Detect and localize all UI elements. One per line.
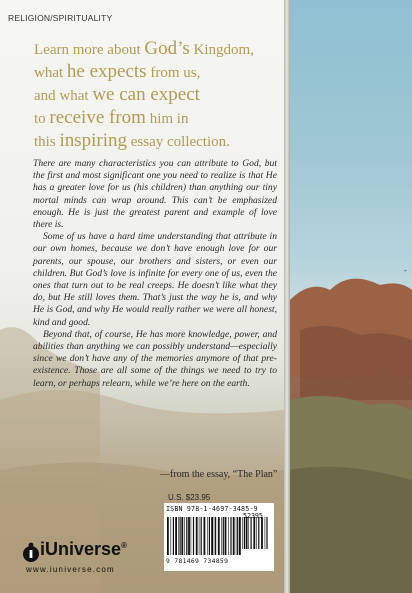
publisher-name: iUniverse®: [40, 539, 127, 559]
headline-segment: God’s: [144, 38, 190, 59]
barcode-bar: [233, 517, 235, 555]
barcode-bar: [237, 517, 238, 555]
barcode-bar: [248, 517, 249, 549]
headline-segment: to: [34, 111, 50, 127]
promo-headline: [34, 38, 284, 153]
barcode-bar: [230, 517, 231, 555]
barcode-bar: [239, 517, 241, 555]
barcode-bar: [242, 517, 243, 549]
barcode-bar: [188, 517, 190, 555]
barcode-bar: [181, 517, 183, 555]
barcode-bar: [251, 517, 252, 549]
barcode-bar: [201, 517, 202, 555]
headline-line: [34, 61, 284, 84]
barcode-bar: [236, 517, 237, 555]
barcode-bar: [167, 517, 169, 555]
barcode-bar: [175, 517, 177, 555]
isbn-number: ISBN 978-1-4697-3485-9: [166, 505, 258, 513]
barcode-bar: [178, 517, 179, 555]
excerpt-paragraph: Some of us have a hard time understanding that attribute in our own homes, because we don’t have enough love for our parents, our spouse, our brothers and sisters, or even our children. But God’s love is infinite for every one of us, even the ones that turn out to be real creeps. He doesn’t like what they do, but He still loves them. That’s just the way he is, and why He is God, and why He would really rather we were all honest, kind and good.: [33, 231, 277, 328]
barcode-bar: [258, 517, 259, 549]
edge-mark: -: [404, 266, 407, 275]
barcode-bar: [173, 517, 174, 555]
barcode-bar: [253, 517, 255, 549]
headline-line: [34, 38, 284, 61]
barcode-bar: [191, 517, 192, 555]
headline-segment: and what: [34, 88, 93, 104]
barcode-bar: [221, 517, 222, 555]
category-label: RELIGION/SPIRITUALITY: [8, 13, 113, 23]
barcode-bar: [184, 517, 185, 555]
barcode-bar: [256, 517, 257, 549]
barcode-bar: [171, 517, 172, 555]
headline-segment: from us,: [146, 65, 201, 81]
barcode-bar: [218, 517, 220, 555]
barcode-bar: [228, 517, 229, 555]
barcode-bar: [214, 517, 215, 555]
headline-segment: receive from: [49, 107, 146, 128]
barcode-bar: [261, 517, 263, 549]
excerpt-paragraph: Beyond that, of course, He has more knowledge, power, and abilities than anything we can possibly understand—especially since we don’t have any of the memories anymore of that pre-existence. Those are all some of the things we need to try to learn, or perhaps relearn, while we’re here on the earth.: [33, 328, 277, 389]
iuniverse-logo-icon: [22, 541, 40, 563]
barcode-bar: [196, 517, 198, 555]
barcode-bar: [266, 517, 267, 549]
front-cover-strip: [290, 0, 412, 593]
barcode-bar: [225, 517, 227, 555]
headline-segment: Learn more about: [34, 42, 145, 58]
barcode-bar: [209, 517, 210, 555]
barcode-bar: [204, 517, 206, 555]
barcode-digits: 9 781469 734859: [166, 557, 229, 565]
barcode-bar: [246, 517, 248, 549]
barcode-bar: [186, 517, 187, 555]
excerpt-text: [33, 158, 277, 390]
barcode-bar: [199, 517, 200, 555]
barcode-bar: [244, 517, 245, 549]
headline-segment: what: [34, 65, 67, 81]
headline-segment: essay collection.: [127, 134, 230, 150]
headline-segment: inspiring: [59, 130, 127, 151]
headline-segment: Kingdom,: [189, 42, 254, 58]
headline-line: [34, 130, 284, 153]
barcode-bar: [207, 517, 208, 555]
excerpt-attribution: —from the essay, “The Plan”: [160, 469, 278, 480]
headline-segment: he expects: [66, 61, 147, 82]
front-landscape-art: [290, 0, 412, 593]
price-code: 52395: [243, 512, 263, 520]
excerpt-paragraph: There are many characteristics you can attribute to God, but the first and most significant one you need to realize is that He has a greater love for us (his children) than anything our tiny mortal minds can wrap around. This can’t be emphasized enough. He is just the greatest parent and example of love there is.: [33, 158, 277, 231]
headline-line: [34, 107, 284, 130]
barcode-bar: [211, 517, 213, 555]
barcode-bar: [193, 517, 194, 555]
headline-segment: this: [34, 134, 60, 150]
price-label: U.S. $23.95: [168, 493, 211, 502]
publisher-url: www.iuniverse.com: [26, 565, 115, 574]
barcode-bar: [223, 517, 224, 555]
headline-segment: him in: [145, 111, 189, 127]
barcode-bar: [180, 517, 181, 555]
barcode-bar: [215, 517, 216, 555]
headline-line: [34, 84, 284, 107]
headline-segment: we can expect: [92, 84, 200, 105]
barcode-bar: [265, 517, 266, 549]
